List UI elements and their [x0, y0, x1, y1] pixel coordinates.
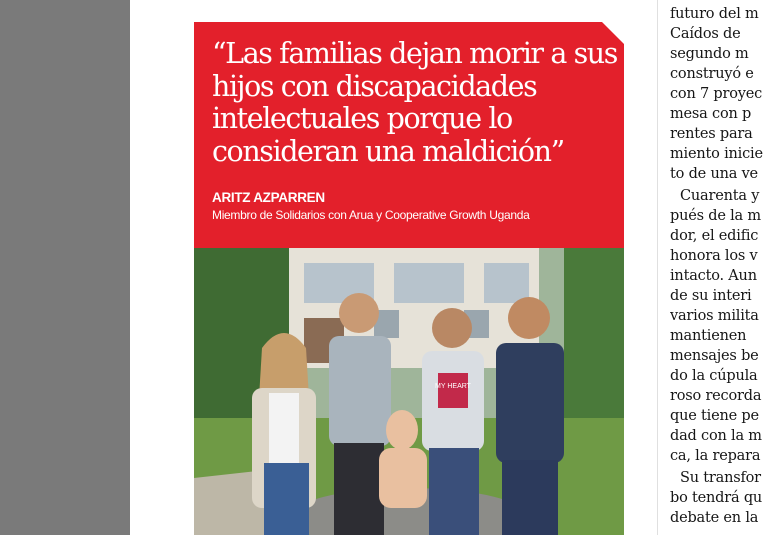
author-name: ARITZ AZPARREN: [212, 190, 325, 205]
window: [394, 263, 464, 303]
article-photo: [194, 248, 624, 535]
author-role: Miembro de Solidarios con Arua y Cooperative Growth Uganda: [212, 208, 530, 222]
mannequin-head: [386, 410, 418, 450]
column-line: que tiene pe: [670, 408, 759, 424]
column-line: con 7 proyec: [670, 86, 763, 102]
column-line: Cuarenta y: [680, 188, 760, 204]
column-line: Caídos de: [670, 26, 741, 42]
column-line: miento inicie: [670, 146, 763, 162]
column-line: Su transfor: [680, 470, 761, 486]
page-gutter: [0, 0, 130, 535]
column-line: construyó e: [670, 66, 754, 82]
jeans: [502, 460, 558, 535]
jeans: [429, 448, 479, 535]
window: [484, 263, 529, 303]
column-line: segundo m: [670, 46, 749, 62]
column-line: bo tendrá qu: [670, 490, 763, 506]
shirt-text: MY HEART: [435, 383, 471, 390]
side-column: [670, 0, 765, 535]
column-line: pués de la m: [670, 208, 761, 224]
column-line: intacto. Aun: [670, 268, 757, 284]
column-line: futuro del m: [670, 6, 759, 22]
mannequin-torso: [379, 448, 427, 508]
shirt: [329, 336, 391, 446]
column-line: roso recorda: [670, 388, 762, 404]
column-rule: [657, 0, 658, 535]
column-line: de su interi: [670, 288, 752, 304]
column-line: mantienen: [670, 328, 747, 344]
newspaper-page: [130, 0, 765, 535]
column-line: honora los v: [670, 248, 758, 264]
trousers: [334, 443, 384, 535]
plaid-shirt: [496, 343, 564, 463]
person-head: [339, 293, 379, 333]
column-line: rentes para: [670, 126, 753, 142]
column-line: do la cúpula: [670, 368, 758, 384]
column-line: dad con la m: [670, 428, 762, 444]
person-head: [508, 297, 550, 339]
column-line: ca, la repara: [670, 448, 761, 464]
column-line: dor, el edific: [670, 228, 759, 244]
top: [269, 393, 299, 463]
column-line: to de una ve: [670, 166, 758, 182]
column-line: varios milita: [670, 308, 759, 324]
headline-box: [194, 22, 624, 248]
jeans: [264, 463, 309, 535]
column-line: mesa con p: [670, 106, 752, 122]
shirt-print: [438, 373, 468, 408]
column-line: debate en la: [670, 510, 759, 526]
column-line: mensajes be: [670, 348, 759, 364]
headline-quote: “Las familias dejan morir a sus hijos con discapacidades intelectuales porque lo consideran una maldición”: [212, 37, 617, 168]
person-head: [432, 308, 472, 348]
photo-illustration: [194, 248, 624, 535]
